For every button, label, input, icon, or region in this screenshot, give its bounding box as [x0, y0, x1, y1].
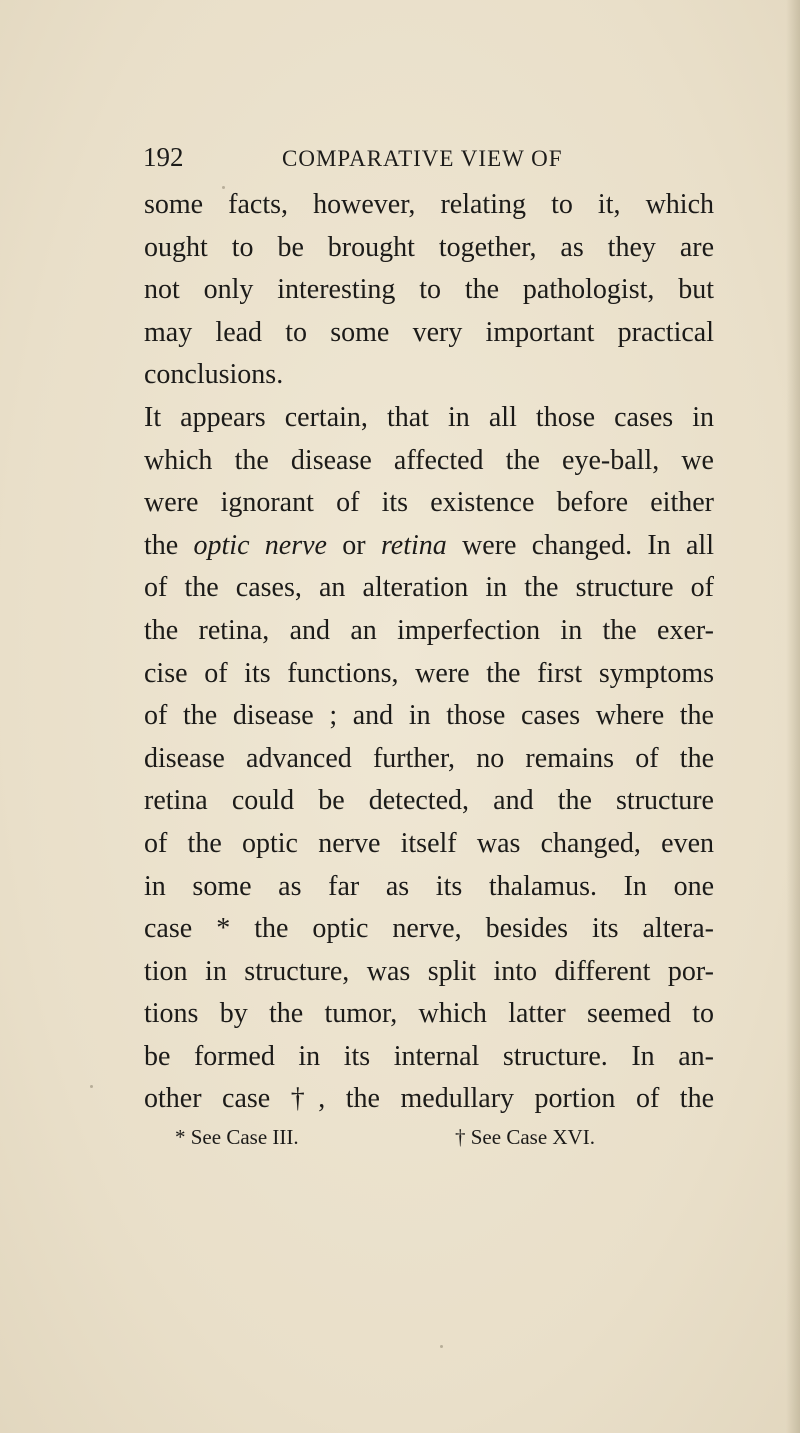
footnotes	[0, 1125, 800, 1165]
text-line: tions by the tumor, which latter seemed to	[144, 998, 714, 1030]
text-line: were ignorant of its existence before either	[144, 487, 714, 519]
text-line: of the disease ; and in those cases where the	[144, 700, 714, 732]
text-line-italic-terms	[144, 525, 714, 568]
text-fragment: or	[327, 529, 381, 561]
italic-term-optic-nerve: optic nerve	[193, 529, 327, 561]
text-line: disease advanced further, no remains of the	[144, 742, 714, 774]
text-line: of the cases, an alteration in the structure of	[144, 572, 714, 604]
running-head	[143, 142, 643, 182]
italic-term-retina: retina	[380, 529, 447, 561]
text-line: other case †, the medullary portion of the	[144, 1083, 714, 1115]
text-line: It appears certain, that in all those cases in	[144, 401, 714, 433]
text-line: some facts, however, relating to it, which	[144, 189, 714, 220]
text-line: case * the optic nerve, besides its altera-	[144, 913, 714, 945]
footnote-2: † See Case XVI.	[455, 1125, 595, 1149]
text-line: not only interesting to the pathologist, but	[144, 274, 714, 306]
body-text	[144, 184, 714, 1121]
text-fragment: the	[144, 529, 194, 561]
text-line: cise of its functions, were the first symptoms	[144, 657, 714, 689]
text-line: may lead to some very important practical	[144, 316, 714, 348]
footnote-1: * See Case III.	[175, 1125, 299, 1149]
text-fragment: were changed. In all	[446, 529, 714, 561]
text-line: which the disease affected the eye-ball, we	[144, 444, 714, 476]
text-line: ought to be brought together, as they are	[144, 231, 714, 263]
page-number: 192	[143, 142, 184, 172]
text-line: the retina, and an imperfection in the exer-	[144, 614, 714, 646]
text-line: conclusions.	[144, 359, 284, 391]
text-line: be formed in its internal structure. In an-	[144, 1040, 714, 1072]
running-title: COMPARATIVE VIEW OF	[282, 146, 563, 171]
text-line: of the optic nerve itself was changed, even	[144, 827, 714, 859]
page-edge-shadow	[786, 0, 800, 1433]
text-line: in some as far as its thalamus. In one	[144, 870, 714, 902]
paper-speck	[222, 186, 225, 189]
text-line: retina could be detected, and the structure	[144, 785, 714, 817]
text-line: tion in structure, was split into different por-	[144, 955, 714, 987]
paper-speck	[440, 1345, 443, 1348]
paper-speck	[90, 1085, 93, 1088]
